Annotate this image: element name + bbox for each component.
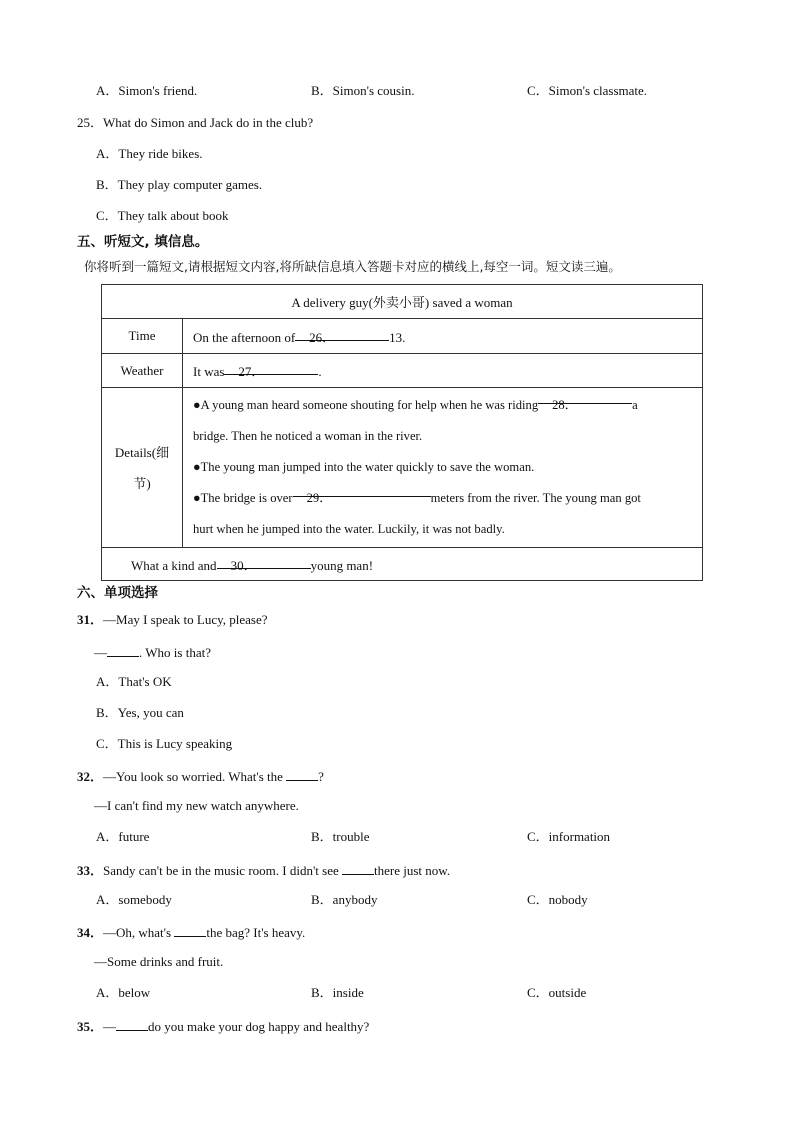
q24-option-b: B．Simon's cousin. — [311, 83, 415, 98]
detail-1-line2: bridge. Then he noticed a woman in the river. — [193, 429, 423, 443]
section6-title: 六、单项选择 — [77, 585, 158, 601]
q31-option-b: B．Yes, you can — [96, 705, 184, 720]
q31-option-c: C．This is Lucy speaking — [96, 736, 233, 751]
details-label — [102, 388, 183, 548]
details-label-line2: 节) — [133, 475, 151, 491]
table-header: A delivery guy(外卖小哥) saved a woman — [102, 285, 703, 319]
q24-option-a: A．Simon's friend. — [96, 83, 198, 98]
detail-1: ●A young man heard someone shouting for help when he was riding 28． a — [193, 390, 692, 421]
q31-reply: — . Who is that? — [94, 645, 211, 660]
details-label-line1: Details(细 — [114, 444, 170, 460]
q34-option-c: C．outside — [527, 985, 587, 1000]
table-footer: What a kind and 30． young man! — [102, 548, 703, 581]
q34-option-a: A．below — [96, 985, 151, 1000]
blank-30[interactable]: 30． — [217, 555, 311, 569]
q34-option-b: B．inside — [311, 985, 364, 1000]
blank-26[interactable]: 26． — [295, 327, 389, 341]
weather-label: Weather — [102, 354, 183, 388]
q25-stem: 25．What do Simon and Jack do in the club? — [77, 115, 314, 130]
q34-number: 34． — [77, 925, 104, 940]
detail-3: ●The bridge is over 29． meters from the river. The young man got — [193, 483, 692, 514]
details-cell — [183, 388, 703, 548]
time-cell: On the afternoon of 26． 13. — [183, 319, 703, 354]
detail-3-line2: hurt when he jumped into the water. Luckily, it was not badly. — [193, 522, 505, 536]
q32-option-c: C．information — [527, 829, 611, 844]
q31-option-a: A．That's OK — [96, 674, 172, 689]
q33-number: 33． — [77, 863, 104, 878]
q35-stem: 35．— do you make your dog happy and healthy? — [77, 1019, 370, 1034]
q31-number: 31． — [77, 612, 104, 627]
q24-option-c: C．Simon's classmate. — [527, 83, 648, 98]
blank-27[interactable]: 27． — [224, 361, 318, 375]
q33-option-a: A．somebody — [96, 892, 172, 907]
weather-cell: It was 27． . — [183, 354, 703, 388]
q31-stem: 31．—May I speak to Lucy, please? — [77, 612, 268, 627]
blank-29[interactable]: 29． — [293, 483, 431, 497]
q34-reply: —Some drinks and fruit. — [94, 954, 224, 969]
q33-option-b: B．anybody — [311, 892, 378, 907]
q34-blank[interactable] — [174, 923, 206, 937]
q33-option-c: C．nobody — [527, 892, 588, 907]
q32-number: 32． — [77, 769, 104, 784]
q25-option-c: C．They talk about book — [96, 208, 229, 223]
section5-title: 五、听短文, 填信息。 — [77, 234, 209, 250]
q32-option-a: A．future — [96, 829, 150, 844]
info-table — [101, 284, 703, 581]
q32-option-b: B．trouble — [311, 829, 370, 844]
time-label: Time — [102, 319, 183, 354]
detail-2: ●The young man jumped into the water quickly to save the woman. — [193, 460, 535, 474]
q32-reply: —I can't find my new watch anywhere. — [94, 798, 299, 813]
q35-blank[interactable] — [116, 1017, 148, 1031]
q33-blank[interactable] — [342, 861, 374, 875]
q34-stem: 34．—Oh, what's the bag? It's heavy. — [77, 925, 306, 940]
q35-number: 35． — [77, 1019, 104, 1034]
q25-option-a: A．They ride bikes. — [96, 146, 203, 161]
blank-28[interactable]: 28． — [538, 390, 632, 404]
q32-blank[interactable] — [286, 767, 318, 781]
q32-stem: 32．—You look so worried. What's the ? — [77, 769, 324, 784]
q33-stem: 33．Sandy can't be in the music room. I didn't see there just now. — [77, 863, 451, 878]
q31-blank[interactable] — [107, 643, 139, 657]
section5-instruction: 你将听到一篇短文,请根据短文内容,将所缺信息填入答题卡对应的横线上,每空一词。短文读三遍。 — [84, 259, 621, 274]
q25-option-b: B．They play computer games. — [96, 177, 263, 192]
